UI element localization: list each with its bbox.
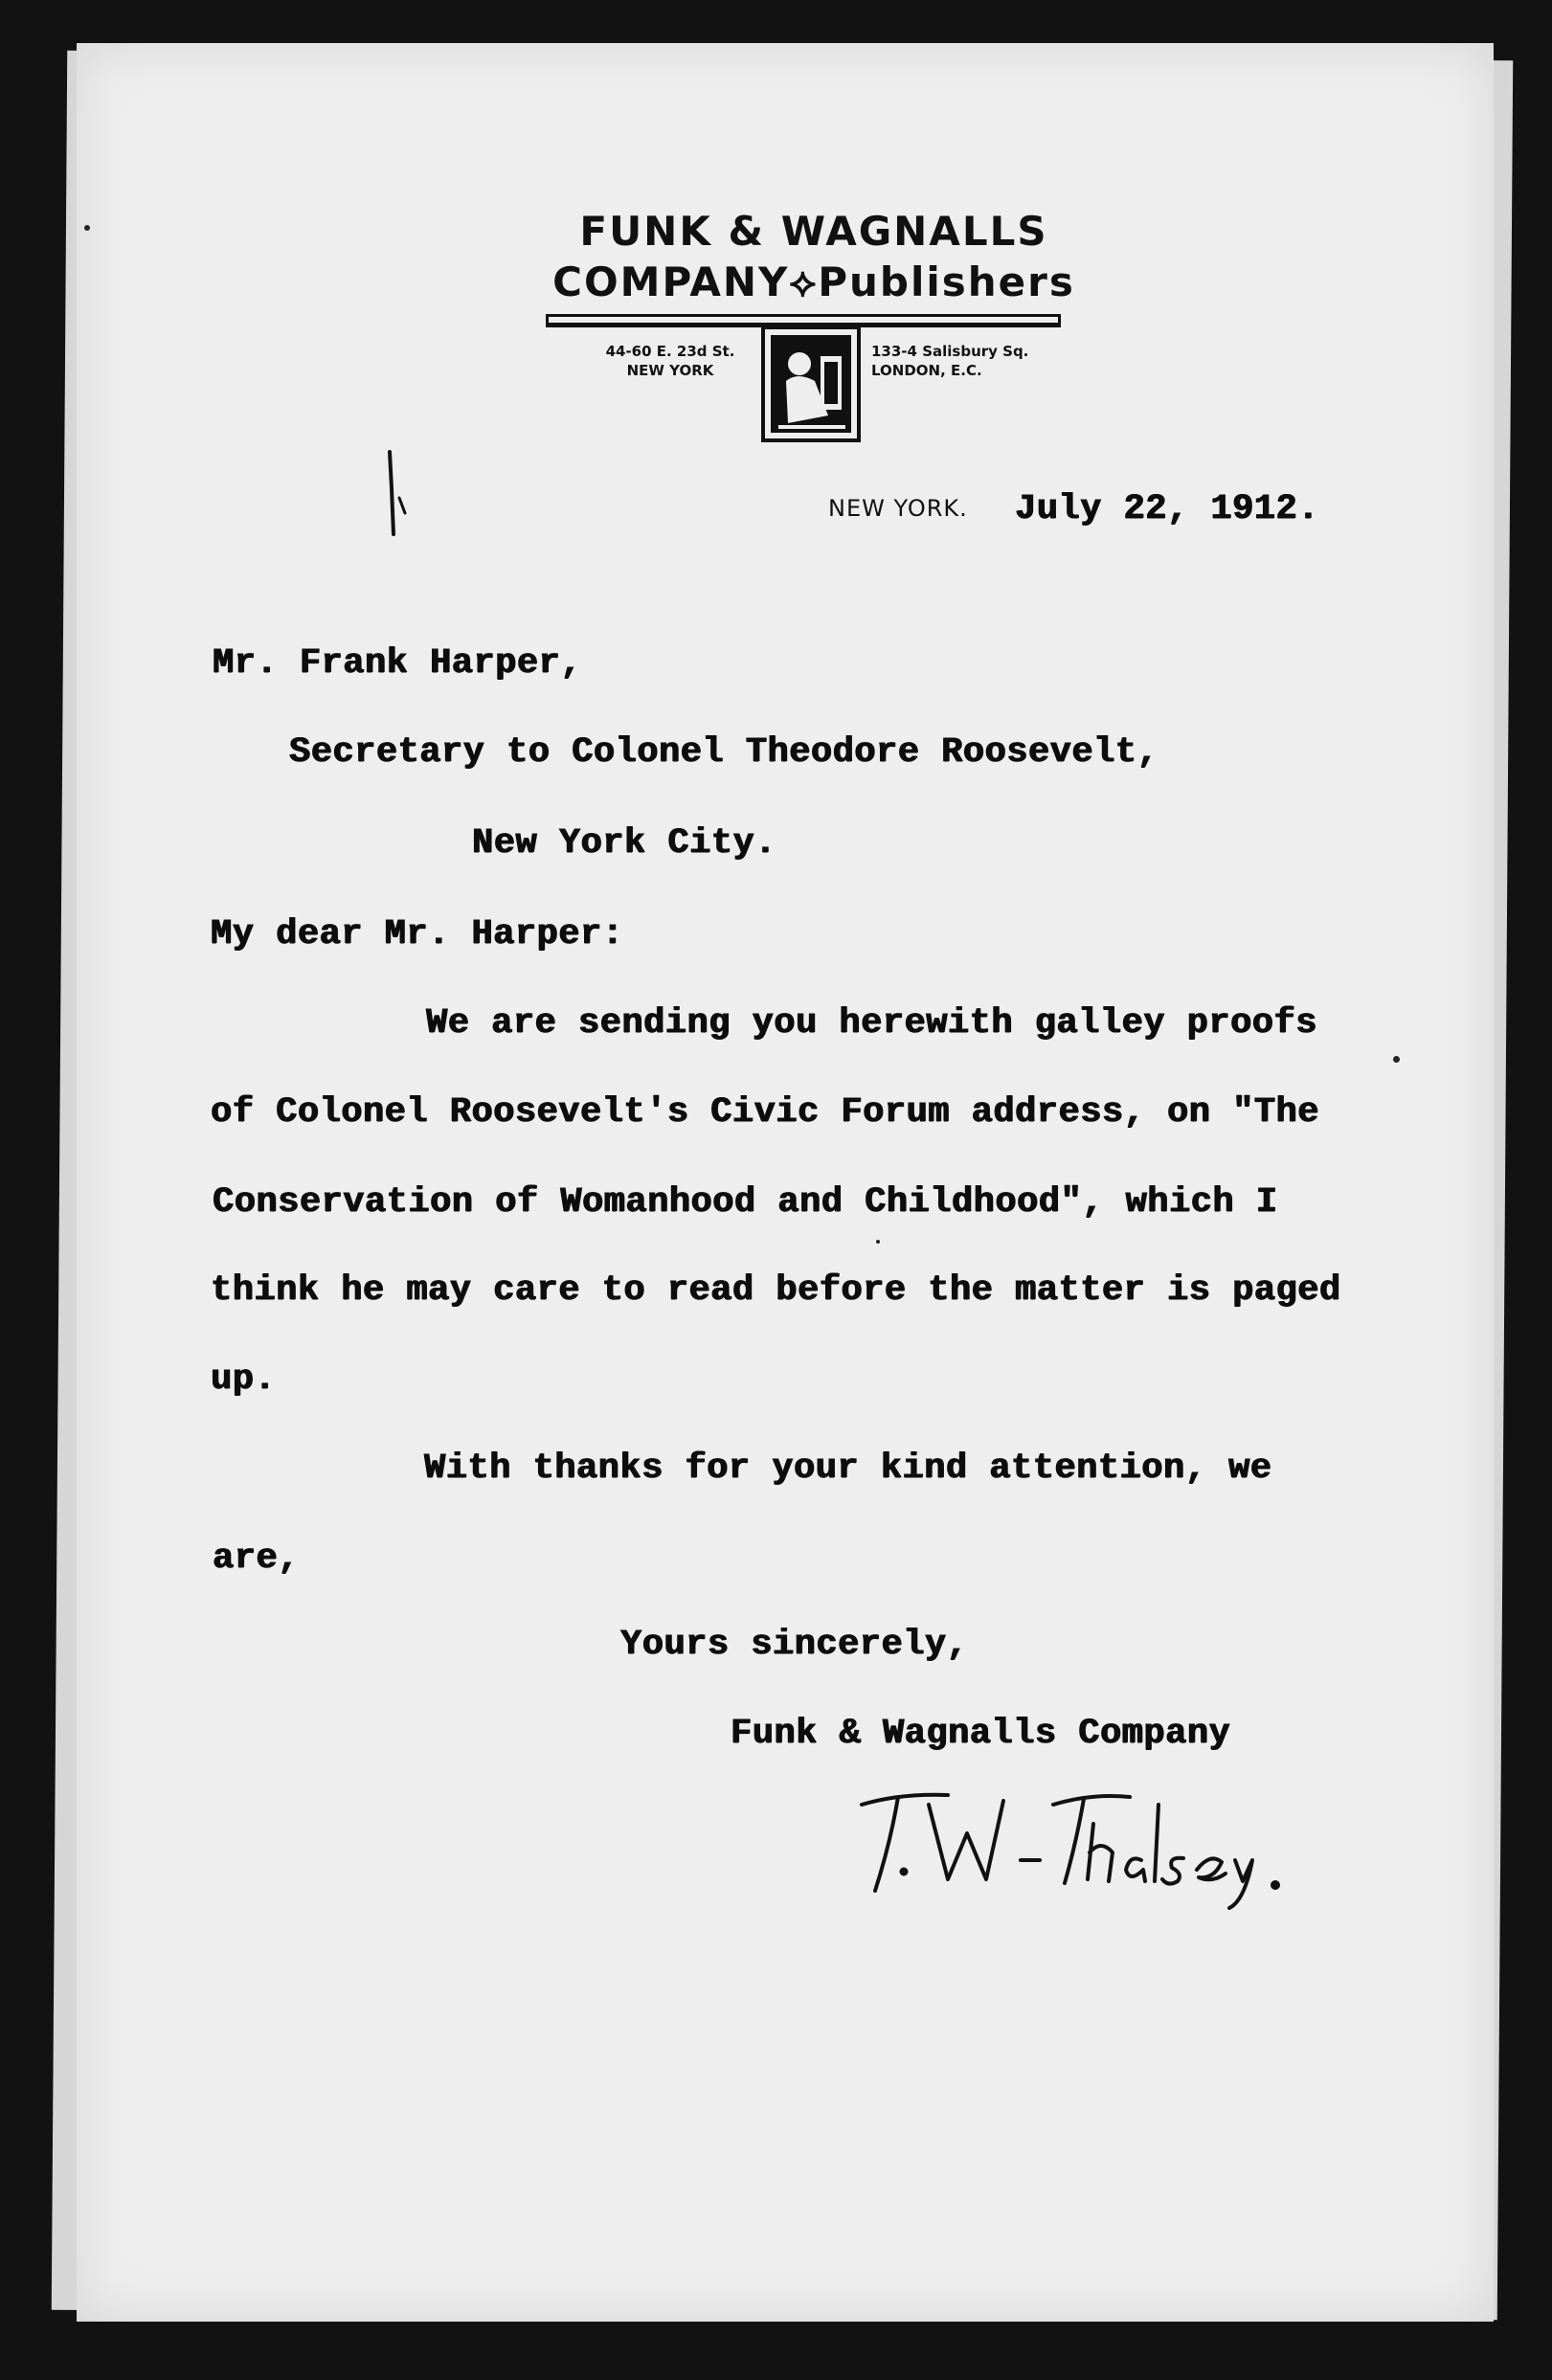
dust-speck [84, 225, 90, 231]
letter-page [77, 43, 1494, 2322]
recipient-title: Secretary to Colonel Theodore Roosevelt, [289, 732, 1159, 773]
body-line: With thanks for your kind attention, we [424, 1448, 1272, 1489]
ny-city: NEW YORK [626, 362, 714, 379]
body-line: of Colonel Roosevelt's Civic Forum address, on "The [211, 1092, 1319, 1133]
salutation: My dear Mr. Harper: [211, 914, 624, 954]
dust-speck [876, 1240, 880, 1244]
body-line: think he may care to read before the matter is paged [211, 1270, 1341, 1311]
complimentary-close: Yours sincerely, [620, 1625, 969, 1665]
letterhead [77, 43, 1494, 445]
letterhead-new-york-address [594, 342, 747, 380]
letter-date: July 22, 1912. [1015, 489, 1319, 529]
recipient-name: Mr. Frank Harper, [213, 643, 582, 684]
signature-company: Funk & Wagnalls Company [731, 1714, 1231, 1754]
pencil-mark [378, 450, 416, 536]
recipient-city: New York City. [472, 823, 776, 864]
body-line: are, [213, 1538, 300, 1579]
letterhead-company-name: FUNK & WAGNALLS [579, 208, 1048, 255]
letterhead-publishers: COMPANY⟡Publishers [552, 258, 1075, 305]
publisher-emblem-icon [759, 327, 863, 442]
body-line: Conservation of Womanhood and Childhood", which I [213, 1182, 1278, 1223]
london-city: LONDON, E.C. [871, 362, 982, 379]
body-line: up. [211, 1359, 277, 1400]
handwritten-signature [843, 1766, 1321, 1910]
body-line: We are sending you herewith galley proofs [426, 1003, 1317, 1044]
letterhead-london-address [871, 342, 1034, 380]
dateline-place: NEW YORK. [828, 495, 968, 522]
ny-street: 44-60 E. 23d St. [605, 343, 735, 360]
letterhead-rule [546, 314, 1061, 327]
dust-speck [1393, 1056, 1400, 1063]
london-street: 133-4 Salisbury Sq. [871, 343, 1029, 360]
